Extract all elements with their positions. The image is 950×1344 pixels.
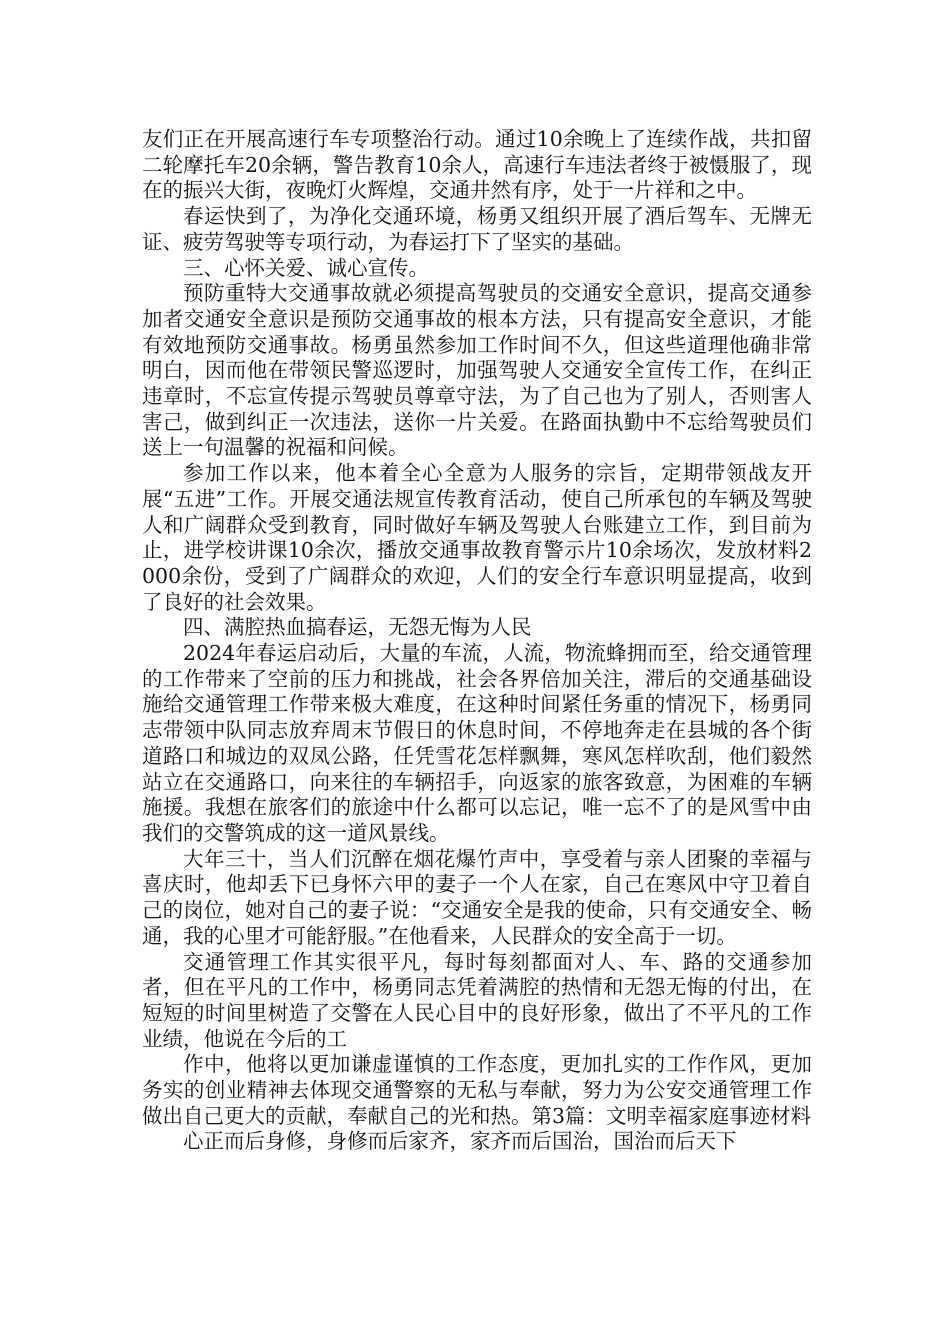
paragraph-8: 大年三十，当人们沉醉在烟花爆竹声中，享受着与亲人团聚的幸福与喜庆时，他却丢下已身怀六甲的妻子一个人在家，自己在寒风中守卫着自己的岗位，她对自己的妻子说：“交通安全是我的使命，只有交通安全、畅通，我的心里才可能舒服。”在他看来，人民群众的安全高于一切。 — [142, 846, 812, 948]
paragraph-2: 春运快到了，为净化交通环境，杨勇又组织开展了酒后驾车、无牌无证、疲劳驾驶等专项行动，为春运打下了坚实的基础。 — [142, 204, 812, 254]
paragraph-11: 心正而后身修，身修而后家齐，家齐而后国治，国治而后天下 — [183, 1129, 737, 1154]
section-heading-4: 四、满腔热血搞春运，无怨无悔为人民 — [183, 615, 532, 640]
paragraph-7: 2024年春运启动后，大量的车流，人流，物流蜂拥而至，给交通管理的工作带来了空前的压力和挑战，社会各界倍加关注，滞后的交通基础设施给交通管理工作带来极大难度，在这种时间紧任务重的情况下，杨勇同志带领中队同志放弃周末节假日的休息时间，不停地奔走在县城的各个街道路口和城边的双凤公路，任凭雪花怎样飘舞，寒风怎样吹刮，他们毅然站立在交通路口，向来往的车辆招手，向返家的旅客致意，为困难的车辆施援。我想在旅客们的旅途中什么都可以忘记，唯一忘不了的是风雪中由我们的交警筑成的这一道风景线。 — [142, 641, 812, 845]
paragraph-10: 作中，他将以更加谦虚谨慎的工作态度，更加扎实的工作作风，更加务实的创业精神去体现交通警察的无私与奉献，努力为公安交通管理工作做出自己更大的贡献，奉献自己的光和热。第3篇：文明幸福家庭事迹材料 — [142, 1052, 812, 1128]
paragraph-5: 参加工作以来，他本着全心全意为人服务的宗旨，定期带领战友开展“五进”工作。开展交通法规宣传教育活动，使自己所承包的车辆及驾驶人和广阔群众受到教育，同时做好车辆及驾驶人台账建立工作，到目前为止，进学校讲课10余次，播放交通事故教育警示片10余场次，发放材料2000余份，受到了广阔群众的欢迎，人们的安全行车意识明显提高，收到了良好的社会效果。 — [142, 461, 812, 614]
paragraph-4: 预防重特大交通事故就必须提高驾驶员的交通安全意识，提高交通参加者交通安全意识是预防交通事故的根本方法，只有提高安全意识，才能有效地预防交通事故。杨勇虽然参加工作时间不久，但这些道理他确非常明白，因而他在带领民警巡逻时，加强驾驶人交通安全宣传工作，在纠正违章时，不忘宣传提示驾驶员尊章守法，为了自己也为了别人，否则害人害己，做到纠正一次违法，送你一片关爱。在路面执勤中不忘给驾驶员们送上一句温馨的祝福和问候。 — [142, 281, 812, 460]
section-heading-3: 三、心怀关爱、诚心宣传。 — [183, 255, 429, 280]
paragraph-9: 交通管理工作其实很平凡，每时每刻都面对人、车、路的交通参加者，但在平凡的工作中，杨勇同志凭着满腔的热情和无怨无悔的付出，在短短的时间里树造了交警在人民心目中的良好形象，做出了不平凡的工作业绩，他说在今后的工 — [142, 949, 812, 1051]
document-page — [142, 127, 812, 1155]
paragraph-1: 友们正在开展高速行车专项整治行动。通过10余晚上了连续作战，共扣留二轮摩托车20余辆，警告教育10余人，高速行车违法者终于被慑服了，现在的振兴大街，夜晚灯火辉煌，交通井然有序，处于一片祥和之中。 — [142, 127, 812, 203]
